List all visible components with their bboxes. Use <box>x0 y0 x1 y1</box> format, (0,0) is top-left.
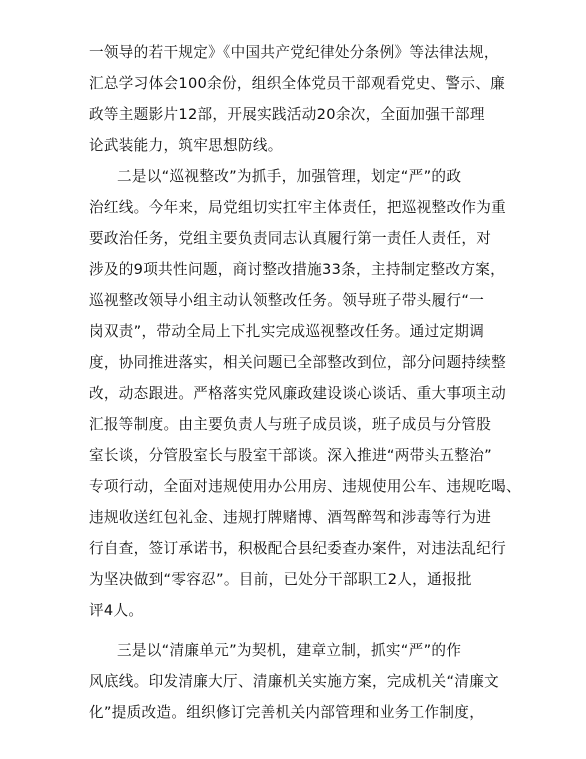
paragraph-1-line-1: 一领导的若干规定》《中国共产党纪律处分条例》等法律法规， <box>89 44 499 61</box>
paragraph-2-line-7: 度，协同推进落实，相关问题已全部整改到位，部分问题持续整 <box>89 354 507 371</box>
paragraph-2-line-10: 室长谈，分管股室长与股室干部谈。深入推进“两带头五整治” <box>89 447 492 464</box>
paragraph-1-line-4: 论武装能力，筑牢思想防线。 <box>89 137 283 154</box>
paragraph-1-line-2: 汇总学习体会100余份，组织全体党员干部观看党史、警示、廉 <box>89 75 505 92</box>
paragraph-2-line-13: 行自查，签订承诺书，积极配合县纪委查办案件，对违法乱纪行 <box>89 540 507 557</box>
paragraph-2-line-14: 为坚决做到“零容忍”。目前，已处分干部职工2人，通报批 <box>89 571 472 588</box>
paragraph-2-line-2: 治红线。今年来，局党组切实扛牢主体责任，把巡视整改作为重 <box>89 199 507 216</box>
paragraph-3-line-1: 三是以“清廉单元”为契机，建章立制，抓实“严”的作 <box>117 642 462 659</box>
paragraph-2-line-11: 专项行动，全面对违规使用办公用房、违规使用公车、违规吃喝、 <box>89 478 521 495</box>
paragraph-2-line-12: 违规收送红包礼金、违规打牌赌博、酒驾醉驾和涉毒等行为进 <box>89 509 492 526</box>
paragraph-2-line-3: 要政治任务，党组主要负责同志认真履行第一责任人责任，对 <box>89 230 492 247</box>
paragraph-2-line-15: 评4人。 <box>89 602 144 619</box>
paragraph-1-line-3: 政等主题影片12部，开展实践活动20余次，全面加强干部理 <box>89 106 485 123</box>
paragraph-2-line-6: 岗双责”，带动全局上下扎实完成巡视整改任务。通过定期调 <box>89 323 485 340</box>
paragraph-3-line-3: 化”提质改造。组织修订完善机关内部管理和业务工作制度， <box>89 704 485 721</box>
paragraph-3-line-2: 风底线。印发清廉大厅、清廉机关实施方案，完成机关“清廉文 <box>89 673 499 690</box>
paragraph-2-line-8: 改，动态跟进。严格落实党风廉政建设谈心谈话、重大事项主动 <box>89 385 507 402</box>
paragraph-2-line-9: 汇报等制度。由主要负责人与班子成员谈，班子成员与分管股 <box>89 416 492 433</box>
paragraph-2-line-1: 二是以“巡视整改”为抓手，加强管理，划定“严”的政 <box>117 168 462 185</box>
paragraph-2-line-5: 巡视整改领导小组主动认领整改任务。领导班子带头履行“一 <box>89 292 485 309</box>
paragraph-2-line-4: 涉及的9项共性问题，商讨整改措施33条，主持制定整改方案， <box>89 261 505 278</box>
